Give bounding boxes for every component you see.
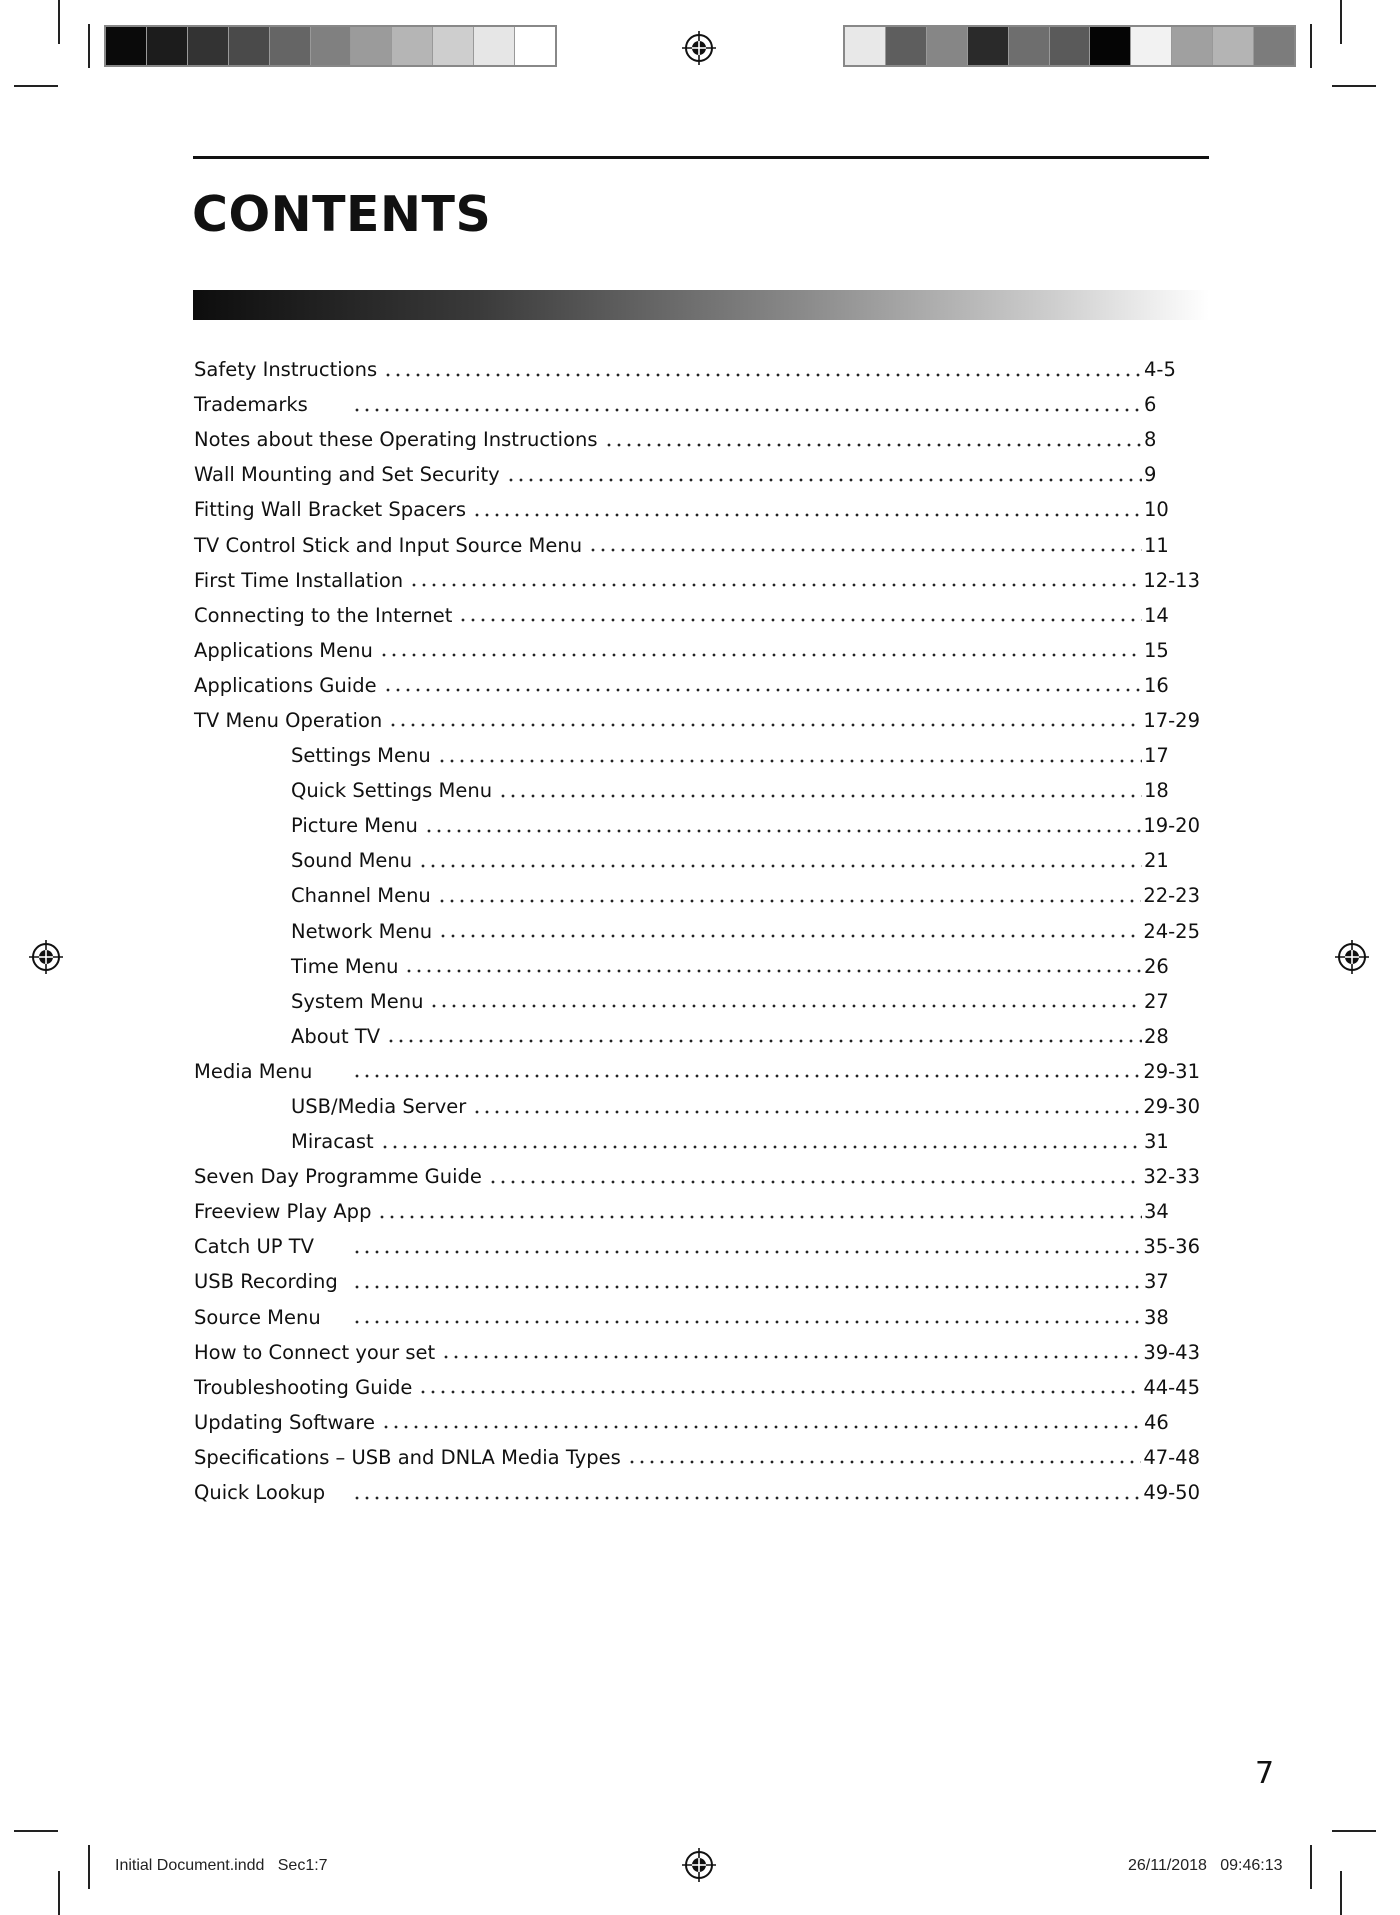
toc-entry-page: 28 xyxy=(1144,1024,1169,1048)
dot-leader xyxy=(488,1179,1141,1185)
toc-entry-title: TV Menu Operation xyxy=(194,708,383,732)
toc-entry-title: Notes about these Operating Instructions xyxy=(194,428,598,452)
toc-entry xyxy=(194,1335,1200,1370)
toc-entry-title: Settings Menu xyxy=(291,744,431,768)
toc-entry-page: 18 xyxy=(1144,779,1169,803)
color-swatch xyxy=(1213,27,1254,65)
dot-leader xyxy=(418,863,1142,869)
color-swatch xyxy=(147,27,188,65)
crop-mark xyxy=(1310,24,1312,68)
toc-entry-page: 29-31 xyxy=(1143,1059,1200,1083)
toc-entry-title: Applications Guide xyxy=(194,673,377,697)
dot-leader xyxy=(424,828,1142,834)
toc-entry xyxy=(194,633,1200,668)
registration-mark-icon xyxy=(681,30,717,66)
toc-entry xyxy=(194,527,1200,562)
color-swatch xyxy=(968,27,1009,65)
crop-mark xyxy=(58,0,60,44)
toc-entry-title: System Menu xyxy=(291,989,424,1013)
toc-entry-title: Network Menu xyxy=(291,919,433,943)
toc-entry-title: Seven Day Programme Guide xyxy=(194,1165,482,1189)
toc-entry xyxy=(194,1300,1200,1335)
dot-leader xyxy=(352,407,1142,413)
color-swatch xyxy=(1254,27,1294,65)
toc-entry-page: 47-48 xyxy=(1143,1445,1200,1469)
toc-entry-page: 10 xyxy=(1144,498,1169,522)
dot-leader xyxy=(441,1354,1141,1360)
toc-entry xyxy=(194,1229,1200,1264)
toc-entry-page: 24-25 xyxy=(1143,919,1200,943)
toc-entry-title: Freeview Play App xyxy=(194,1200,372,1224)
crop-mark xyxy=(88,1845,90,1889)
color-swatch xyxy=(515,27,555,65)
toc-entry-page: 22-23 xyxy=(1143,884,1200,908)
toc-entry-title: Specifications – USB and DNLA Media Types xyxy=(194,1445,621,1469)
color-swatch xyxy=(886,27,927,65)
toc-entry-page: 29-30 xyxy=(1143,1095,1200,1119)
crop-mark xyxy=(1340,0,1342,44)
toc-entry-page: 4-5 xyxy=(1144,358,1176,382)
color-swatch xyxy=(1090,27,1131,65)
color-swatch xyxy=(351,27,392,65)
color-swatch xyxy=(106,27,147,65)
toc-entry-title: Time Menu xyxy=(291,954,399,978)
dot-leader xyxy=(383,372,1142,378)
dot-leader xyxy=(380,1144,1142,1150)
color-swatch xyxy=(433,27,474,65)
toc-entry xyxy=(194,1194,1200,1229)
toc-entry xyxy=(194,949,1200,984)
dot-leader xyxy=(388,722,1141,728)
toc-entry xyxy=(194,738,1200,773)
toc-entry-page: 6 xyxy=(1144,393,1157,417)
toc-entry-title: Quick Settings Menu xyxy=(291,779,493,803)
color-swatch xyxy=(392,27,433,65)
color-swatch xyxy=(270,27,311,65)
toc-entry xyxy=(194,808,1200,843)
crop-mark xyxy=(58,1871,60,1915)
toc-entry-page: 17-29 xyxy=(1143,708,1200,732)
dot-leader xyxy=(352,1495,1141,1501)
color-swatch xyxy=(188,27,229,65)
toc-entry xyxy=(194,1370,1200,1405)
toc-entry xyxy=(194,387,1200,422)
dot-leader xyxy=(352,1319,1142,1325)
toc-entry-title: Source Menu xyxy=(194,1305,321,1329)
dot-leader xyxy=(438,933,1141,939)
dot-leader xyxy=(437,758,1142,764)
toc-entry-page: 14 xyxy=(1144,603,1169,627)
toc-entry-page: 17 xyxy=(1144,744,1169,768)
toc-entry-title: Applications Menu xyxy=(194,638,373,662)
toc-entry xyxy=(194,1264,1200,1299)
toc-entry-page: 37 xyxy=(1144,1270,1169,1294)
toc-entry-page: 38 xyxy=(1144,1305,1169,1329)
file-slug: Initial Document.indd Sec1:7 xyxy=(115,1857,328,1874)
toc-entry xyxy=(194,492,1200,527)
toc-entry-title: Picture Menu xyxy=(291,814,418,838)
dot-leader xyxy=(383,687,1142,693)
toc-entry-page: 34 xyxy=(1144,1200,1169,1224)
toc-entry xyxy=(194,843,1200,878)
toc-entry xyxy=(194,1440,1200,1475)
dot-leader xyxy=(458,617,1142,623)
color-swatch xyxy=(927,27,968,65)
dot-leader xyxy=(352,1284,1142,1290)
color-bar-left xyxy=(104,25,557,67)
toc-entry xyxy=(194,457,1200,492)
dot-leader xyxy=(409,582,1141,588)
toc-entry-title: Channel Menu xyxy=(291,884,431,908)
crop-mark xyxy=(14,1830,58,1832)
page-title: CONTENTS xyxy=(192,186,492,243)
toc-entry xyxy=(194,1405,1200,1440)
toc-entry-page: 46 xyxy=(1144,1410,1169,1434)
color-swatch xyxy=(1050,27,1091,65)
toc-entry-page: 26 xyxy=(1144,954,1169,978)
dot-leader xyxy=(627,1459,1142,1465)
color-swatch xyxy=(845,27,886,65)
toc-entry-page: 39-43 xyxy=(1143,1340,1200,1364)
dot-leader xyxy=(352,1073,1141,1079)
dot-leader xyxy=(404,968,1142,974)
dot-leader xyxy=(429,1003,1142,1009)
registration-mark-icon xyxy=(1334,939,1370,975)
crop-mark xyxy=(14,85,58,87)
color-swatch xyxy=(311,27,352,65)
toc-entry xyxy=(194,878,1200,913)
color-swatch xyxy=(229,27,270,65)
dot-leader xyxy=(472,1109,1141,1115)
registration-mark-icon xyxy=(28,939,64,975)
toc-entry-page: 35-36 xyxy=(1143,1235,1200,1259)
color-bar-right xyxy=(843,25,1296,67)
crop-mark xyxy=(1310,1845,1312,1889)
toc-entry-title: Wall Mounting and Set Security xyxy=(194,463,500,487)
color-swatch xyxy=(1172,27,1213,65)
toc-entry xyxy=(194,352,1200,387)
toc-entry-page: 12-13 xyxy=(1143,568,1200,592)
toc-entry-title: How to Connect your set xyxy=(194,1340,436,1364)
dot-leader xyxy=(472,512,1142,518)
color-swatch xyxy=(1131,27,1172,65)
toc-entry-title: USB/Media Server xyxy=(291,1095,467,1119)
toc-entry-title: Fitting Wall Bracket Spacers xyxy=(194,498,466,522)
toc-entry xyxy=(194,1124,1200,1159)
toc-entry-page: 9 xyxy=(1144,463,1157,487)
toc-entry-page: 49-50 xyxy=(1143,1481,1200,1505)
toc-entry xyxy=(194,422,1200,457)
toc-entry-title: Media Menu xyxy=(194,1059,313,1083)
dot-leader xyxy=(498,793,1142,799)
crop-mark xyxy=(1340,1871,1342,1915)
color-swatch xyxy=(474,27,515,65)
crop-mark xyxy=(88,24,90,68)
dot-leader xyxy=(418,1389,1141,1395)
dot-leader xyxy=(352,1249,1141,1255)
dot-leader xyxy=(381,1424,1142,1430)
crop-mark xyxy=(1332,85,1376,87)
toc-entry xyxy=(194,773,1200,808)
color-swatch xyxy=(1009,27,1050,65)
toc-entry-title: Updating Software xyxy=(194,1410,375,1434)
toc-entry xyxy=(194,1159,1200,1194)
toc-entry xyxy=(194,703,1200,738)
toc-entry-page: 19-20 xyxy=(1143,814,1200,838)
toc-entry-page: 8 xyxy=(1144,428,1157,452)
toc-entry-title: USB Recording xyxy=(194,1270,338,1294)
toc-entry xyxy=(194,598,1200,633)
toc-entry xyxy=(194,1054,1200,1089)
dot-leader xyxy=(437,898,1142,904)
toc-entry-title: Safety Instructions xyxy=(194,358,378,382)
toc-entry-title: First Time Installation xyxy=(194,568,404,592)
toc-entry-page: 31 xyxy=(1144,1130,1169,1154)
toc-entry-title: TV Control Stick and Input Source Menu xyxy=(194,533,583,557)
toc-entry xyxy=(194,1019,1200,1054)
timestamp-slug: 26/11/2018 09:46:13 xyxy=(1128,1857,1283,1874)
toc-entry xyxy=(194,668,1200,703)
toc-entry xyxy=(194,914,1200,949)
toc-entry-page: 16 xyxy=(1144,673,1169,697)
table-of-contents xyxy=(194,352,1200,1510)
toc-entry-title: Troubleshooting Guide xyxy=(194,1375,413,1399)
toc-entry-page: 15 xyxy=(1144,638,1169,662)
toc-entry-title: Trademarks xyxy=(194,393,308,417)
toc-entry-page: 32-33 xyxy=(1143,1165,1200,1189)
toc-entry xyxy=(194,984,1200,1019)
registration-mark-icon xyxy=(681,1847,717,1883)
dot-leader xyxy=(506,477,1142,483)
toc-entry-title: About TV xyxy=(291,1024,381,1048)
dot-leader xyxy=(377,1214,1142,1220)
toc-entry-title: Sound Menu xyxy=(291,849,413,873)
toc-entry-page: 21 xyxy=(1144,849,1169,873)
toc-entry-title: Connecting to the Internet xyxy=(194,603,453,627)
toc-entry xyxy=(194,1475,1200,1510)
header-gradient-bar xyxy=(193,290,1209,320)
toc-entry xyxy=(194,563,1200,598)
toc-entry-title: Quick Lookup xyxy=(194,1481,326,1505)
toc-entry-title: Miracast xyxy=(291,1130,374,1154)
toc-entry xyxy=(194,1089,1200,1124)
page-number: 7 xyxy=(1255,1756,1275,1791)
crop-mark xyxy=(1332,1830,1376,1832)
dot-leader xyxy=(604,442,1142,448)
toc-entry-page: 11 xyxy=(1144,533,1169,557)
toc-entry-page: 44-45 xyxy=(1143,1375,1200,1399)
dot-leader xyxy=(386,1038,1142,1044)
toc-entry-page: 27 xyxy=(1144,989,1169,1013)
header-rule xyxy=(193,156,1209,159)
toc-entry-title: Catch UP TV xyxy=(194,1235,314,1259)
dot-leader xyxy=(379,652,1142,658)
dot-leader xyxy=(588,547,1142,553)
